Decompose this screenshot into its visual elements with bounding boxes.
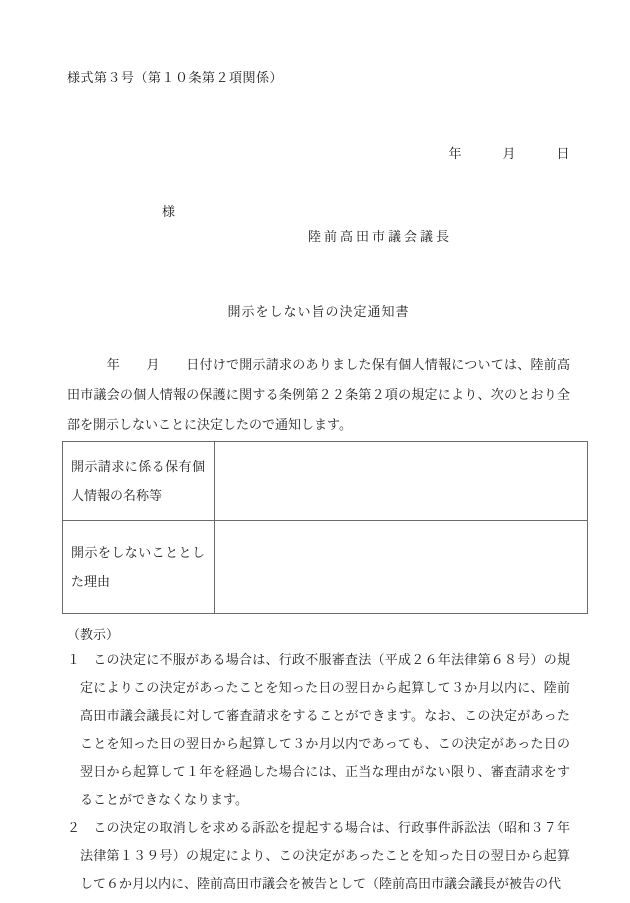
instruction-item-1 <box>67 646 570 814</box>
info-table <box>62 441 588 614</box>
row-label-held-personal-info: 開示請求に係る保有個人情報の名称等 <box>63 442 215 521</box>
table-row <box>63 521 588 614</box>
document-title: 開示をしない旨の決定通知書 <box>227 304 410 319</box>
instruction-item-1-number: １ <box>67 652 81 667</box>
row-label-reason-for-nondisclosure: 開示をしないこととした理由 <box>63 521 215 614</box>
instruction-item-1-text: この決定に不服がある場合は、行政不服審査法（平成２６年法律第６８号）の規定によりこの決定があったことを知った日の翌日から起算して３か月以内に、陸前高田市議会議長に対して審査請求をすることができます。なお、この決定があったことを知った日の翌日から起算して３か月以内であっても、この決定があった日の翌日から起算して１年を経過した場合には、正当な理由がない限り、審査請求をすることができなくなります。 <box>80 652 570 807</box>
table-row <box>63 442 588 521</box>
addressee-honorific: 様 <box>162 204 176 219</box>
sender-name: 陸前高田市議会議長 <box>308 229 453 244</box>
row-value-reason-for-nondisclosure <box>215 521 588 614</box>
instructions-heading: （教示） <box>67 627 120 642</box>
date-line: 年 月 日 <box>448 146 570 161</box>
body-paragraph: 年 月 日付けで開示請求のありました保有個人情報については、陸前高田市議会の個人情報の保護に関する条例第２２条第２項の規定により、次のとおり全部を開示しないことに決定したので通知します。 <box>67 357 570 432</box>
form-number-label: 様式第３号（第１０条第２項関係） <box>67 70 284 85</box>
instruction-item-2-number: ２ <box>67 820 81 835</box>
instruction-item-2 <box>67 814 570 898</box>
instruction-item-2-text: この決定の取消しを求める訴訟を提起する場合は、行政事件訴訟法（昭和３７年法律第１３９号）の規定により、この決定があったことを知った日の翌日から起算して６か月以内に、陸前高田市議会を被告として（陸前高田市議会議長が被告の代 <box>80 820 570 891</box>
row-value-held-personal-info <box>215 442 588 521</box>
